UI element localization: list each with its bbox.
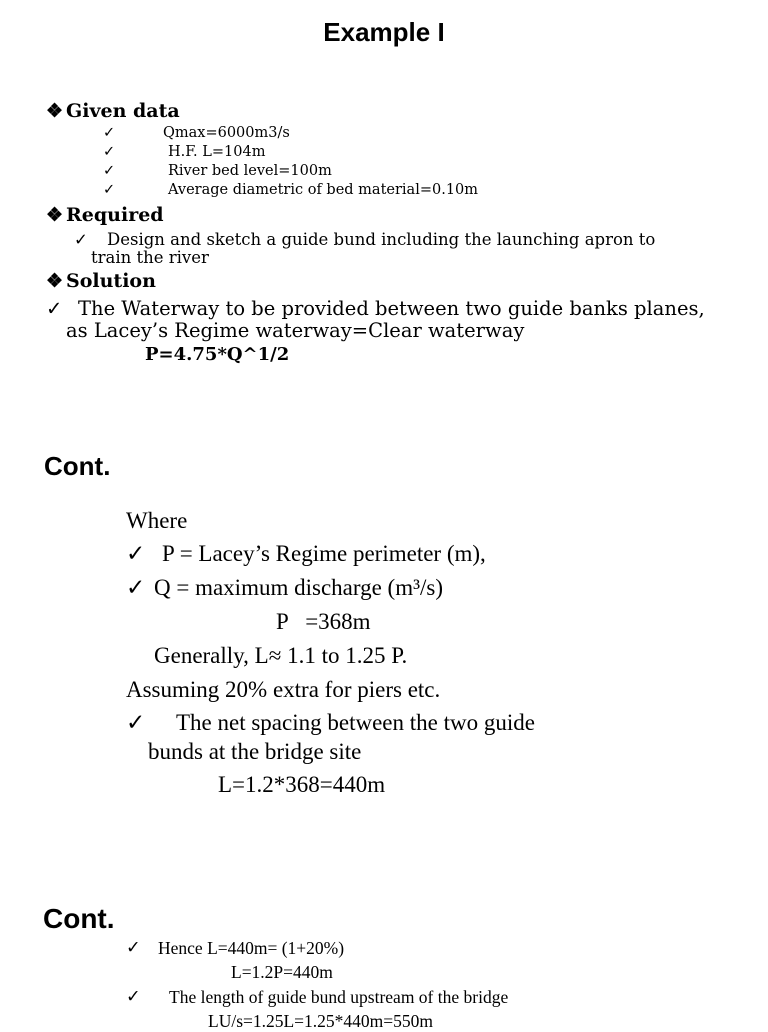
solution-label: Solution [66, 270, 156, 292]
checkmark-icon: ✓ [103, 125, 116, 141]
diamond-bullet-icon: ❖ [46, 100, 64, 122]
given-data-heading [46, 100, 180, 122]
required-text-line1: Design and sketch a guide bund including the launching apron to [107, 230, 656, 249]
hence-text: Hence L=440m= (1+20%) [158, 938, 345, 958]
slide-title: Cont. [43, 903, 115, 934]
lus-equation: LU/s=1.25L=1.25*440m=550m [208, 1011, 434, 1031]
required-heading [46, 204, 164, 226]
length-text: The length of guide bund upstream of the bridge [169, 987, 509, 1007]
assuming-text: Assuming 20% extra for piers etc. [126, 677, 441, 702]
checkmark-icon: ✓ [126, 541, 146, 567]
checkmark-icon: ✓ [126, 938, 141, 958]
p-value: P =368m [276, 609, 371, 634]
net-spacing-line2: bunds at the bridge site [148, 739, 362, 764]
given-data-label: Given data [66, 100, 180, 122]
diamond-bullet-icon: ❖ [46, 270, 64, 292]
checkmark-icon: ✓ [103, 182, 116, 198]
l-value: L=1.2*368=440m [218, 772, 386, 797]
formula: P=4.75*Q^1/2 [145, 344, 290, 365]
required-label: Required [66, 204, 164, 226]
given-item [103, 125, 115, 141]
where-label: Where [126, 508, 188, 533]
checkmark-icon: ✓ [126, 987, 141, 1007]
given-item-text: Average diametric of bed material=0.10m [168, 182, 479, 198]
l-equation: L=1.2P=440m [231, 962, 333, 982]
given-item [103, 182, 115, 198]
generally-text: Generally, L≈ 1.1 to 1.25 P. [154, 643, 408, 668]
solution-text-line1: The Waterway to be provided between two guide banks planes, [78, 297, 705, 320]
solution-text-line2: as Lacey’s Regime waterway=Clear waterway [66, 319, 525, 342]
given-item [103, 144, 115, 160]
checkmark-icon: ✓ [74, 230, 88, 249]
checkmark-icon: ✓ [46, 297, 63, 320]
given-item-text: H.F. L=104m [168, 144, 266, 160]
slide-title: Example I [323, 17, 445, 47]
definition-q: Q = maximum discharge (m³/s) [154, 575, 444, 600]
checkmark-icon: ✓ [126, 710, 146, 736]
checkmark-icon: ✓ [126, 575, 146, 601]
slide-title: Cont. [44, 451, 111, 481]
checkmark-icon: ✓ [103, 144, 116, 160]
required-text-line2: train the river [91, 248, 209, 267]
net-spacing-line1: The net spacing between the two guide [176, 710, 535, 735]
given-item-text: Qmax=6000m3/s [163, 125, 290, 141]
checkmark-icon: ✓ [103, 163, 116, 179]
diamond-bullet-icon: ❖ [46, 204, 64, 226]
given-item [103, 163, 115, 179]
given-item-text: River bed level=100m [168, 163, 332, 179]
solution-heading [46, 270, 156, 292]
definition-p: P = Lacey’s Regime perimeter (m), [162, 541, 486, 566]
